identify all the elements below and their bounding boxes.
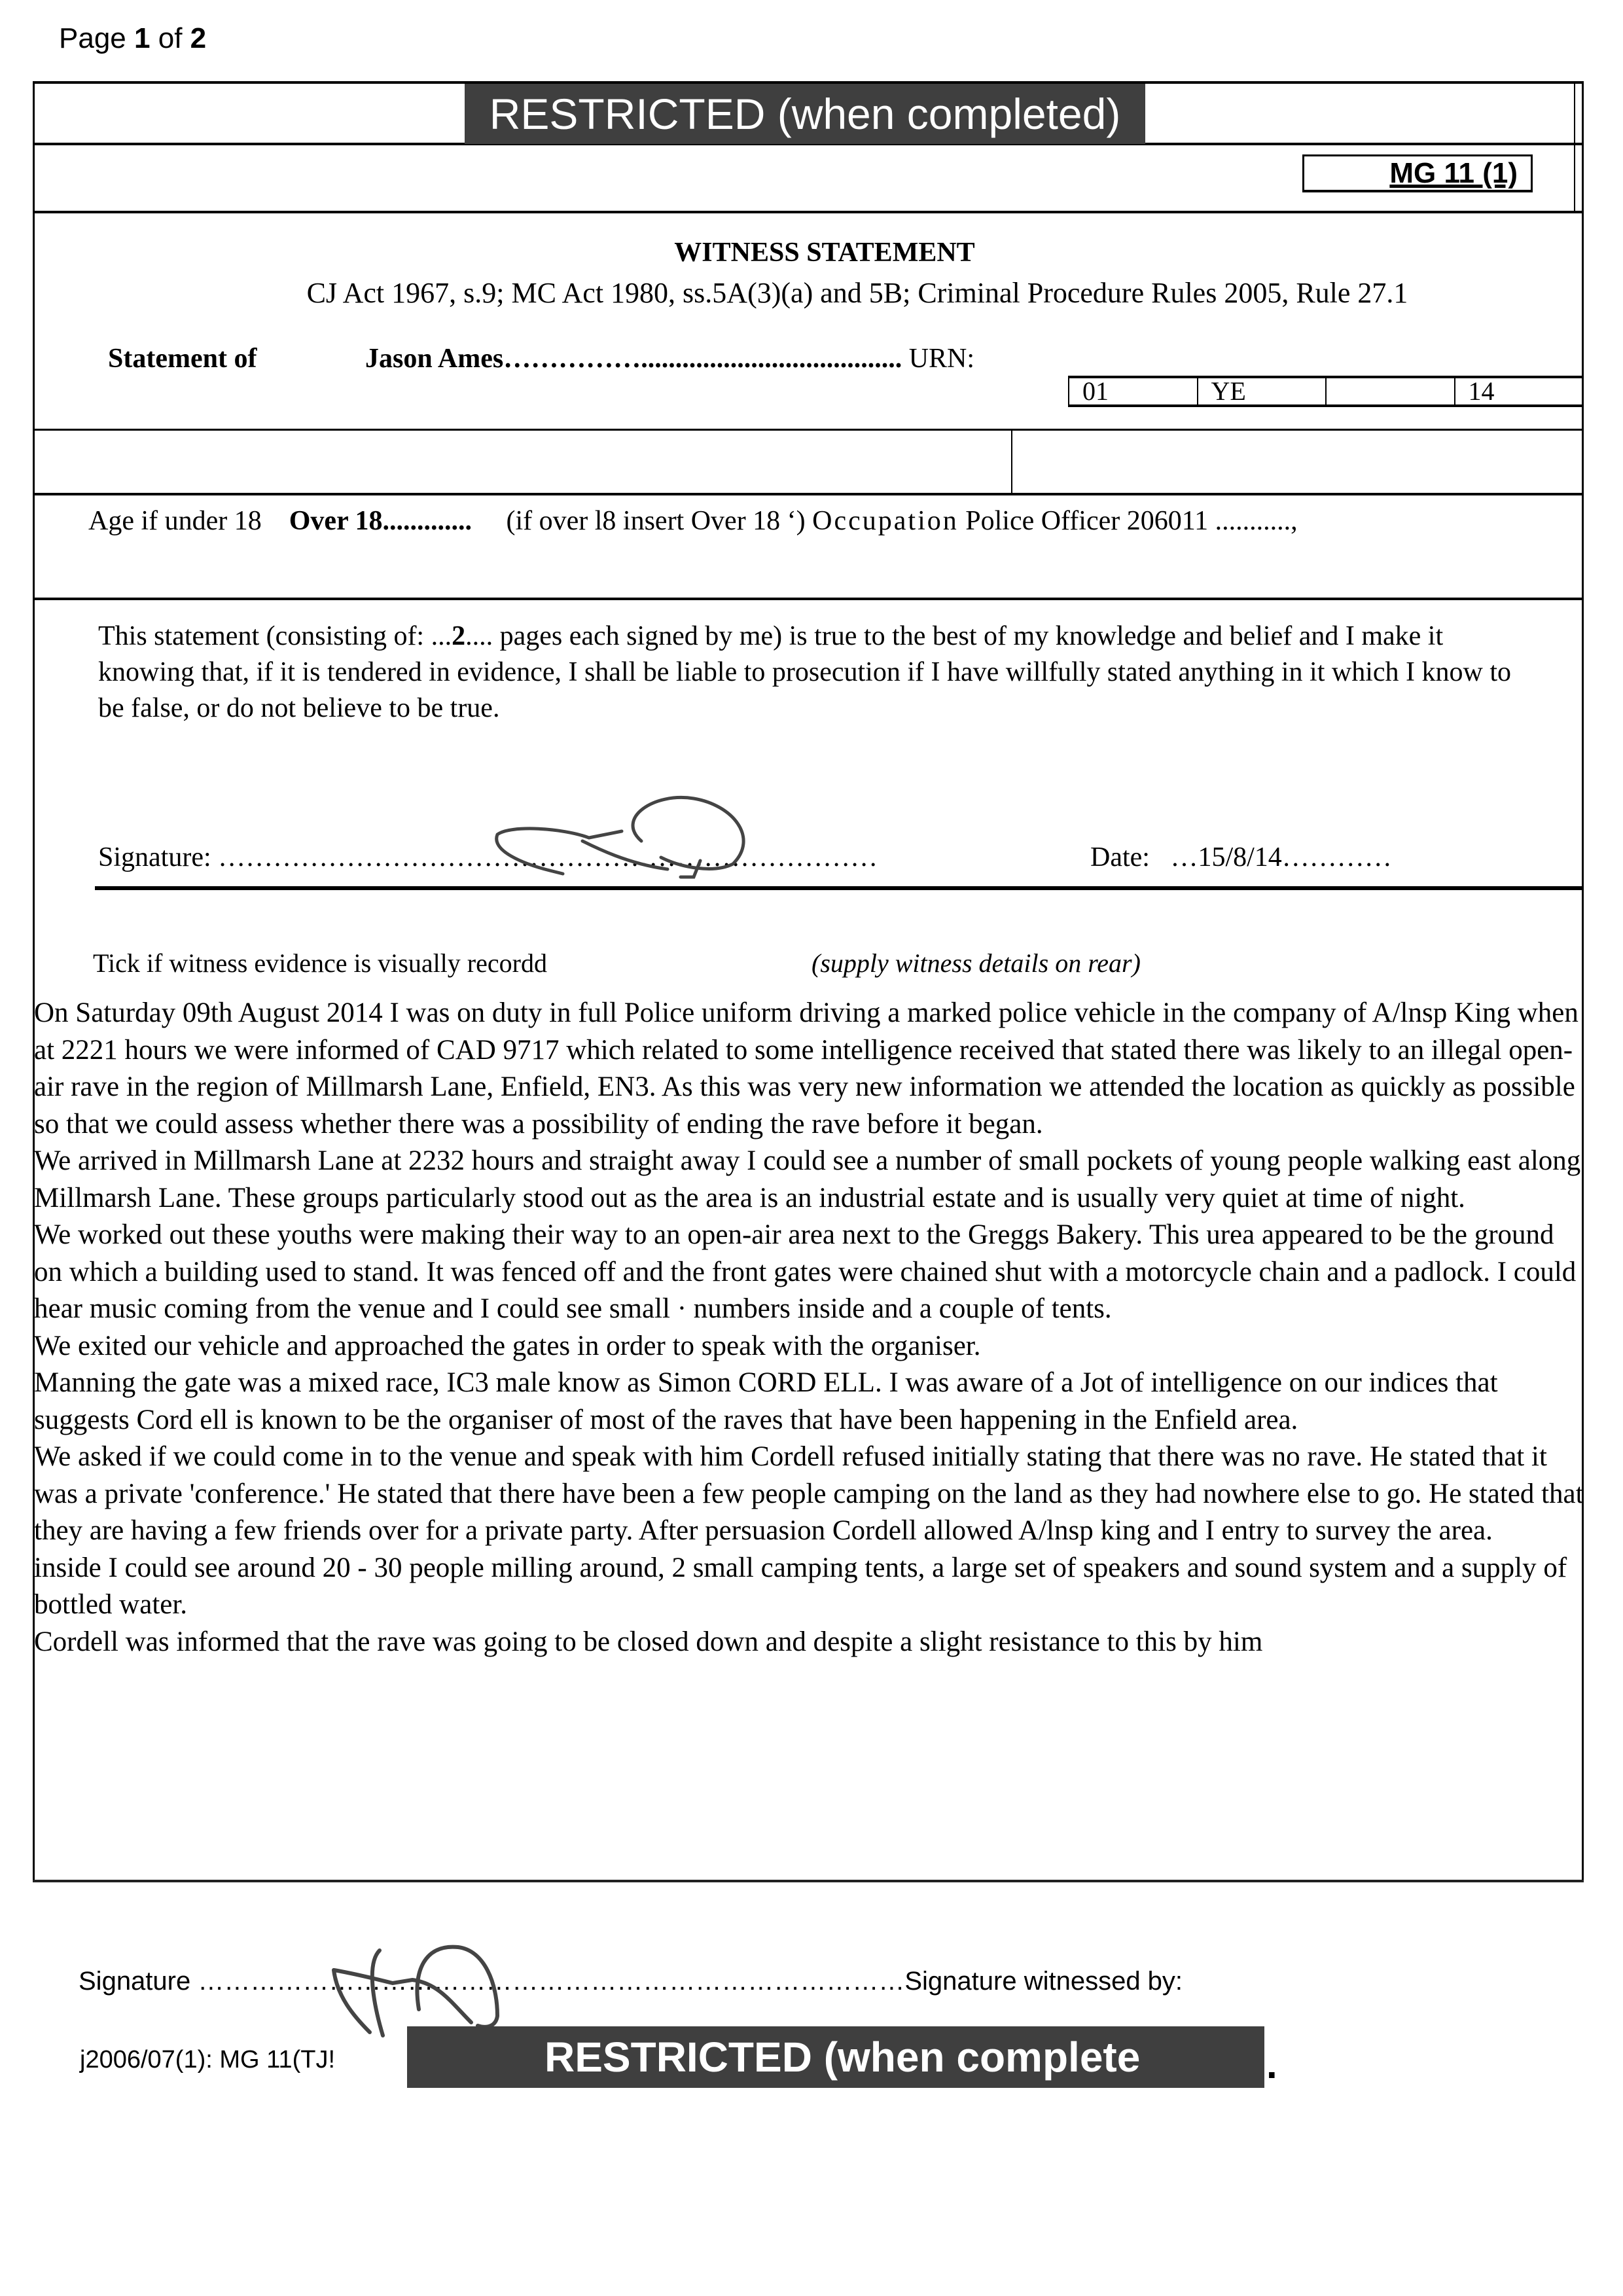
urn-label: URN: [908,344,975,374]
form-reference: j2006/07(1): MG 11(TJ! [80,2046,336,2073]
footer-witnessed-label: Signature witnessed by: [904,1967,1183,1996]
statement-body [34,995,1584,1660]
urn-cell-number[interactable] [1327,378,1455,404]
rule-age [33,598,1584,600]
visual-record-note: (supply witness details on rear) [812,948,1141,978]
form-bottom-rule [33,1880,1584,1882]
age-hint: (if over l8 insert Over 18 ‘) [506,506,806,536]
age-dots: ............. [382,506,472,536]
classification-banner-bottom: RESTRICTED (when complete [407,2026,1264,2088]
form-code: MG 11 (1) [1389,157,1518,189]
page-prefix: Page [59,22,126,54]
age-label: Age if under 18 [88,506,262,536]
date-value: …15/8/14………… [1170,842,1392,872]
occupation-value[interactable]: Police Officer 206011 [965,506,1209,536]
statement-paragraph: Manning the gate was a mixed race, IC3 male know as Simon CORD ELL. I was aware of a Jot of intelligence on our indices that suggests Cord ell is known to be the organiser of most of the raves that have been happening in the Enfield area. [34,1367,1498,1435]
rule-witness [33,429,1584,431]
occupation-label: Occupation [812,506,959,536]
page-current: 1 [134,22,151,54]
witness-name-dots: ……………...................................... [503,344,902,374]
statement-paragraph: We worked out these youths were making their way to an open-air area next to the Greggs Bakery. This urea appeared to be the ground on which a building used to stand. It was fenced off and the front gates were chained shut with a motorcycle chain and a padlock. I could hear music coming from the venue and I could see small · numbers inside and a couple of tents. [34,1219,1577,1324]
rule-form-code [33,211,1584,213]
urn-table [1068,376,1584,407]
blank-row-divider [1011,430,1012,493]
witness-signature-top [484,792,890,870]
date-label: Date: [1090,842,1150,872]
statement-paragraph: We exited our vehicle and approached the gates in order to speak with the organiser. [34,1330,981,1361]
footer-signature-line[interactable] [79,1967,1183,1996]
page-total: 2 [190,22,207,54]
occupation-dots: ..........., [1215,506,1298,536]
signature-divider [95,886,1584,890]
declaration-part2: .... pages each signed by me) is true to the best of my knowledge and belief and I make it knowing that, if it is tendered in evidence, I shall be liable to prosecution if I have willfully stated anything in it which I know to be false, or do not believe to be true. [98,621,1512,723]
statement-paragraph: Cordell was informed that the rave was going to be closed down and despite a slight resistance to this by him [34,1626,1263,1657]
urn-cell-station[interactable]: YE [1198,378,1327,404]
witness-signature-footer [321,1944,582,2036]
document-title: WITNESS STATEMENT [674,238,975,268]
trailing-mark: . [1266,2043,1277,2087]
page-count: 2 [452,621,466,651]
statement-paragraph: We arrived in Millmarsh Lane at 2232 hours and straight away I could see a number of small pockets of young people walking east along Millmarsh Lane. These groups particularly stood out as the area is an industrial estate and is usually very quiet at time of night. [34,1145,1581,1213]
urn-cell-year[interactable]: 14 [1455,378,1584,404]
page-of: of [158,22,183,54]
age-occupation-line [88,505,1298,537]
urn-cell-force[interactable]: 01 [1069,378,1198,404]
statement-paragraph: inside I could see around 20 - 30 people milling around, 2 small camping tents, a large set of speakers and sound system and a supply of bottled water. [34,1552,1567,1620]
declaration-part1: This statement (consisting of: ... [98,621,452,651]
legal-basis: CJ Act 1967, s.9; MC Act 1980, ss.5A(3)(a) and 5B; Criminal Procedure Rules 2005, Rule 27.1 [306,277,1408,309]
classification-banner-top: RESTRICTED (when completed) [465,84,1145,144]
signature-field[interactable]: Signature: ……………………………………………………………… [98,842,878,872]
inner-right-edge [1574,81,1575,211]
statement-paragraph: We asked if we could come in to the venue and speak with him Cordell refused initially stating that there was no rave. He stated that it was a private 'conference.' He stated that there have been a few people camping on the land as they had nowhere else to go. He stated that they are having a few friends over for a private party. After persuasion Cordell allowed A/lnsp king and I entry to survey the area. [34,1441,1584,1546]
rule-blank-row [33,493,1584,495]
statement-of-label: Statement of [108,344,257,374]
page-indicator [59,22,206,55]
date-field[interactable] [1090,842,1392,873]
age-value[interactable]: Over 18 [289,506,383,536]
form-code-box [1302,154,1533,192]
footer-signature-label: Signature ……………………………………………………………………… [79,1967,905,1996]
visual-record-checkbox-label[interactable]: Tick if witness evidence is visually recordd [93,948,547,978]
witness-name-field[interactable] [365,343,974,374]
declaration-text [98,619,1538,726]
statement-paragraph: On Saturday 09th August 2014 I was on duty in full Police uniform driving a marked police vehicle in the company of A/lnsp King when at 2221 hours we were informed of CAD 9717 which related to some intelligence received that stated there was likely to an illegal open-air rave in the region of Millmarsh Lane, Enfield, EN3. As this was very new information we attended the location as quickly as possible so that we could assess whether there was a possibility of ending the rave before it began. [34,997,1578,1139]
witness-name: Jason Ames [365,344,504,374]
